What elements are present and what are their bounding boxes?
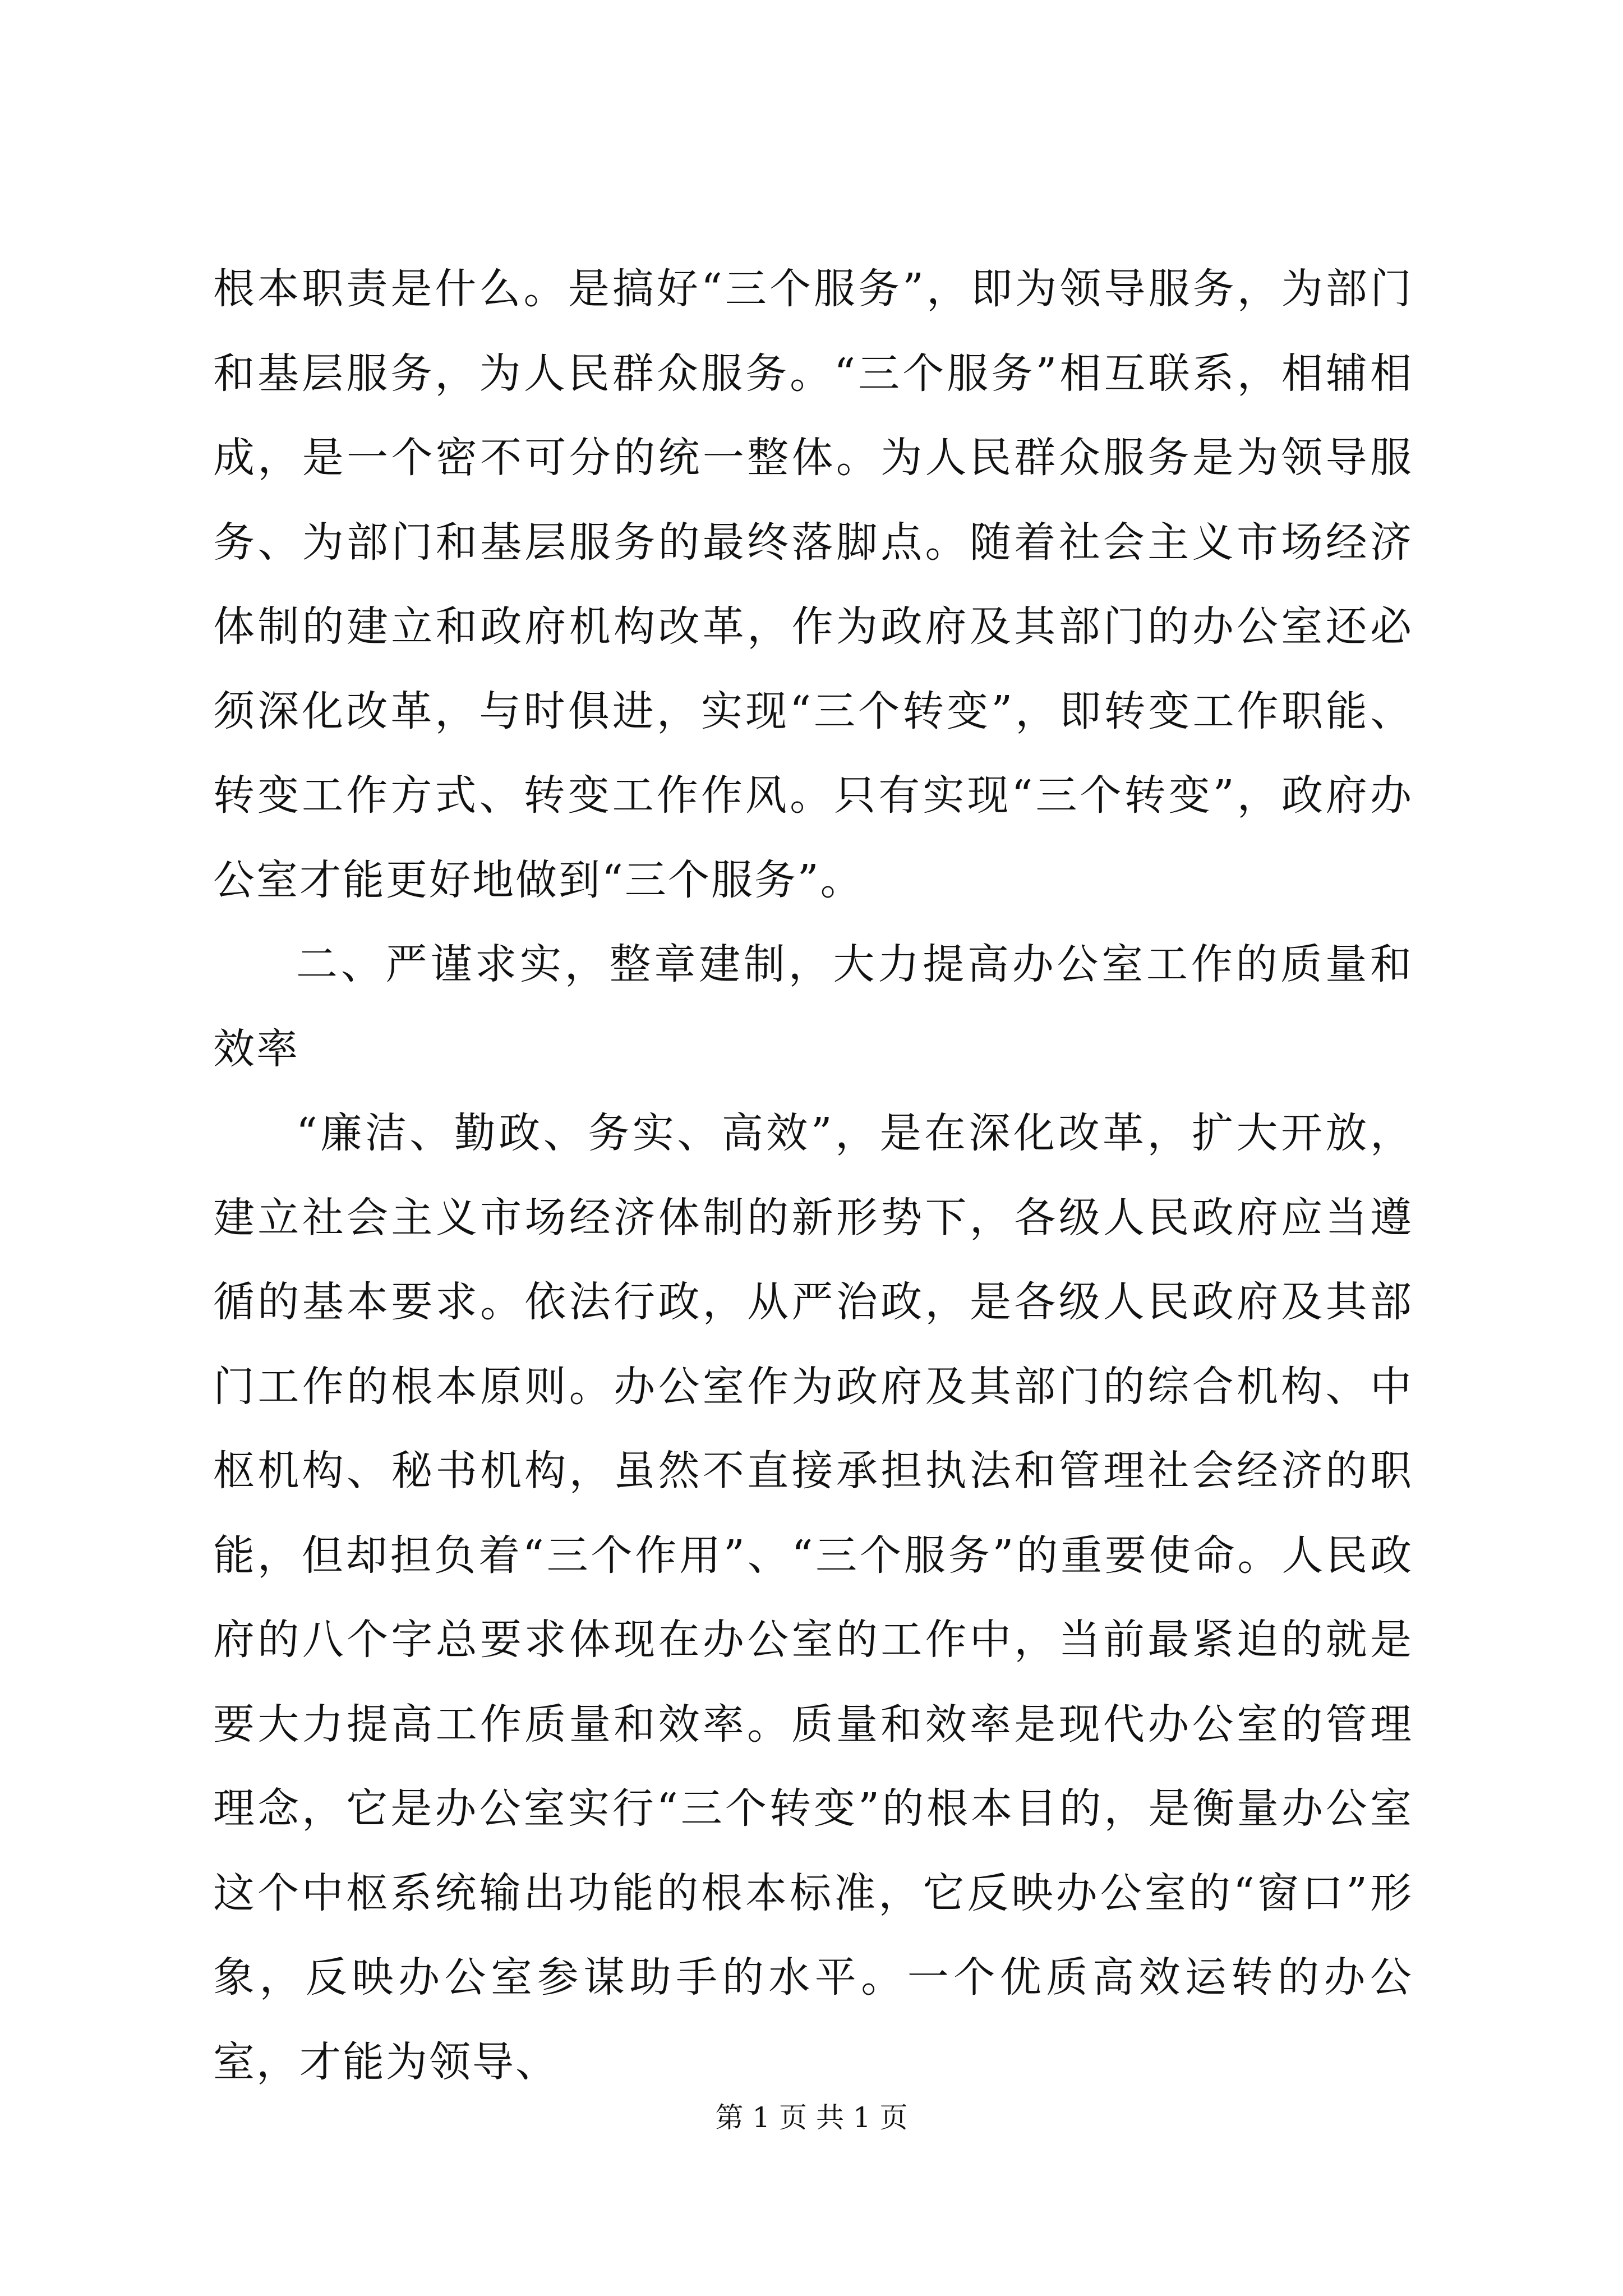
section-heading: 二、严谨求实，整章建制，大力提高办公室工作的质量和效率 [213, 940, 1413, 1073]
paragraph-continuation: 根本职责是什么。是搞好“三个服务”，即为领导服务，为部门和基层服务，为人民群众服务。“三个服务”相互联系，相辅相成，是一个密不可分的统一整体。为人民群众服务是为领导服务、为部门和基层服务的最终落脚点。随着社会主义市场经济体制的建立和政府机构改革，作为政府及其部门的办公室还必须深化改革，与时俱进，实现“三个转变”，即转变工作职能、转变工作方式、转变工作作风。只有实现“三个转变”，政府办公室才能更好地做到“三个服务”。 [213, 265, 1413, 904]
page-footer: 第 1 页 共 1 页 [715, 2101, 908, 2134]
document-body [213, 247, 1413, 2104]
paragraph: “廉洁、勤政、务实、高效”，是在深化改革，扩大开放，建立社会主义市场经济体制的新形势下，各级人民政府应当遵循的基本要求。依法行政，从严治政，是各级人民政府及其部门工作的根本原则。办公室作为政府及其部门的综合机构、中枢机构、秘书机构，虽然不直接承担执法和管理社会经济的职能，但却担负着“三个作用”、“三个服务”的重要使命。人民政府的八个字总要求体现在办公室的工作中，当前最紧迫的就是要大力提高工作质量和效率。质量和效率是现代办公室的管理理念，它是办公室实行“三个转变”的根本目的，是衡量办公室这个中枢系统输出功能的根本标准，它反映办公室的“窗口”形象，反映办公室参谋助手的水平。一个优质高效运转的办公室，才能为领导、 [213, 1109, 1413, 2086]
